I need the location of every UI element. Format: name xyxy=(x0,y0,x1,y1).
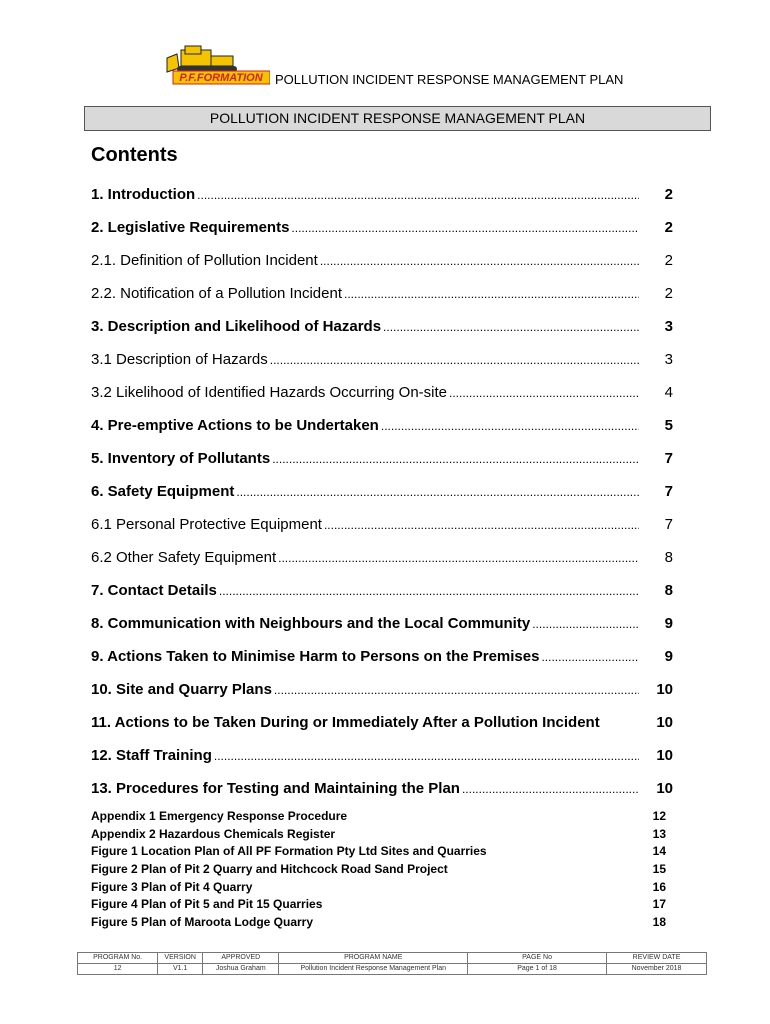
appendix-entry[interactable] xyxy=(91,879,666,897)
toc-dot-leader xyxy=(197,186,639,203)
toc-dot-leader xyxy=(449,384,639,401)
toc-entry-page: 3 xyxy=(664,351,673,368)
appendix-entry-page: 12 xyxy=(652,809,666,823)
appendix-entry-page: 14 xyxy=(652,844,666,859)
table-of-contents xyxy=(91,178,673,805)
toc-entry-page: 8 xyxy=(664,549,673,566)
toc-entry-page: 7 xyxy=(664,450,673,467)
appendix-entry-title: Figure 4 Plan of Pit 5 and Pit 15 Quarries xyxy=(91,897,323,912)
toc-entry-title: 3. Description and Likelihood of Hazards xyxy=(91,318,382,335)
footer-header-cell: PAGE No xyxy=(468,953,607,964)
appendix-entry-page: 16 xyxy=(652,879,666,894)
toc-entry-page: 8 xyxy=(664,582,673,599)
toc-entry-title: 13. Procedures for Testing and Maintaining the Plan xyxy=(91,780,460,797)
appendix-entry[interactable] xyxy=(91,861,666,879)
footer-header-cell: REVIEW DATE xyxy=(607,953,707,964)
toc-entry[interactable] xyxy=(91,343,673,376)
toc-entry-title: 12. Staff Training xyxy=(91,747,212,764)
footer-header-cell: PROGRAM NAME xyxy=(279,953,468,964)
toc-entry-title: 7. Contact Details xyxy=(91,582,217,599)
appendix-entry[interactable] xyxy=(91,843,666,861)
toc-entry-page: 2 xyxy=(664,186,673,203)
appendix-entry[interactable] xyxy=(91,808,666,826)
footer-header-cell: VERSION xyxy=(158,953,203,964)
toc-entry[interactable] xyxy=(91,574,673,607)
footer-header-cell: APPROVED xyxy=(203,953,279,964)
footer-value-cell: Page 1 of 18 xyxy=(468,964,607,975)
toc-entry[interactable] xyxy=(91,409,673,442)
toc-dot-leader xyxy=(462,780,639,797)
toc-dot-leader xyxy=(324,516,639,533)
toc-entry-title: 6.1 Personal Protective Equipment xyxy=(91,516,322,533)
document-footer xyxy=(77,952,707,975)
appendix-list xyxy=(91,808,666,932)
toc-dot-leader xyxy=(320,252,639,269)
toc-entry-title: 5. Inventory of Pollutants xyxy=(91,450,271,467)
contents-heading: Contents xyxy=(91,144,178,166)
toc-entry-title: 2.1. Definition of Pollution Incident xyxy=(91,252,318,269)
toc-dot-leader xyxy=(278,549,639,566)
toc-entry-page: 3 xyxy=(664,318,673,335)
toc-dot-leader xyxy=(236,483,639,500)
footer-value-cell: V1.1 xyxy=(158,964,203,975)
appendix-entry[interactable] xyxy=(91,826,666,844)
toc-entry-page: 10 xyxy=(656,780,673,797)
svg-text:P.F.FORMATION: P.F.FORMATION xyxy=(179,72,263,84)
appendix-entry-page: 13 xyxy=(652,826,666,841)
toc-entry[interactable] xyxy=(91,739,673,772)
toc-dot-leader xyxy=(532,615,639,632)
toc-entry[interactable] xyxy=(91,277,673,310)
toc-entry[interactable] xyxy=(91,541,673,574)
toc-entry-page: 4 xyxy=(664,384,673,401)
footer-header-cell: PROGRAM No. xyxy=(78,953,158,964)
toc-entry[interactable] xyxy=(91,244,673,277)
footer-value-cell: November 2018 xyxy=(607,964,707,975)
toc-dot-leader xyxy=(214,747,639,764)
toc-entry-title: 2.2. Notification of a Pollution Incident xyxy=(91,285,342,302)
toc-entry-title: 4. Pre-emptive Actions to be Undertaken xyxy=(91,417,379,434)
toc-entry-title: 9. Actions Taken to Minimise Harm to Persons on the Premises xyxy=(91,648,540,665)
toc-entry[interactable] xyxy=(91,640,673,673)
toc-dot-leader xyxy=(270,351,639,368)
toc-entry[interactable] xyxy=(91,376,673,409)
appendix-entry[interactable] xyxy=(91,896,666,914)
appendix-entry-title: Figure 5 Plan of Maroota Lodge Quarry xyxy=(91,915,314,930)
toc-entry[interactable] xyxy=(91,706,673,739)
toc-entry[interactable] xyxy=(91,442,673,475)
toc-dot-leader xyxy=(541,648,639,665)
toc-entry-title: 3.2 Likelihood of Identified Hazards Occurring On-site xyxy=(91,384,448,401)
toc-dot-leader xyxy=(291,219,639,236)
toc-dot-leader xyxy=(381,417,639,434)
toc-entry-page: 9 xyxy=(664,615,673,632)
toc-entry-title: 3.1 Description of Hazards xyxy=(91,351,268,368)
toc-entry-page: 10 xyxy=(656,681,673,698)
toc-entry-title: 1. Introduction xyxy=(91,186,196,203)
appendix-entry-title: Figure 2 Plan of Pit 2 Quarry and Hitchcock Road Sand Project xyxy=(91,862,448,877)
toc-entry[interactable] xyxy=(91,211,673,244)
toc-dot-leader xyxy=(383,318,639,335)
appendix-entry-title: Figure 3 Plan of Pit 4 Quarry xyxy=(91,879,253,894)
appendix-entry-page: 17 xyxy=(652,897,666,912)
toc-entry-title: 6. Safety Equipment xyxy=(91,483,235,500)
toc-entry-title: 10. Site and Quarry Plans xyxy=(91,681,272,698)
toc-entry[interactable] xyxy=(91,475,673,508)
toc-entry-page: 9 xyxy=(664,648,673,665)
toc-entry-page: 2 xyxy=(664,219,673,236)
toc-entry-page: 7 xyxy=(664,516,673,533)
header-title: POLLUTION INCIDENT RESPONSE MANAGEMENT PLAN xyxy=(275,72,624,87)
appendix-entry-page: 15 xyxy=(652,862,666,877)
footer-value-cell: Joshua Graham xyxy=(203,964,279,975)
appendix-entry-title: Appendix 1 Emergency Response Procedure xyxy=(91,809,348,823)
appendix-entry-title: Figure 1 Location Plan of All PF Formation Pty Ltd Sites and Quarries xyxy=(91,844,487,859)
toc-entry[interactable] xyxy=(91,772,673,805)
toc-entry[interactable] xyxy=(91,310,673,343)
toc-entry-page: 5 xyxy=(664,417,673,434)
toc-entry-title: 11. Actions to be Taken During or Immediately After a Pollution Incident xyxy=(91,714,600,731)
toc-entry-page: 2 xyxy=(664,285,673,302)
document-title: POLLUTION INCIDENT RESPONSE MANAGEMENT PLAN xyxy=(84,106,711,131)
toc-entry[interactable] xyxy=(91,178,673,211)
toc-entry-title: 8. Communication with Neighbours and the Local Community xyxy=(91,615,531,632)
appendix-entry-title: Appendix 2 Hazardous Chemicals Register xyxy=(91,826,336,841)
toc-entry[interactable] xyxy=(91,607,673,640)
toc-entry[interactable] xyxy=(91,673,673,706)
appendix-entry[interactable] xyxy=(91,914,666,932)
footer-value-cell: Pollution Incident Response Management Plan xyxy=(279,964,468,975)
toc-entry-page: 2 xyxy=(664,252,673,269)
toc-entry-page: 10 xyxy=(656,714,673,731)
toc-entry[interactable] xyxy=(91,508,673,541)
toc-dot-leader xyxy=(272,450,639,467)
pf-formation-logo xyxy=(163,44,270,88)
appendix-entry-page: 18 xyxy=(652,915,666,930)
toc-entry-title: 6.2 Other Safety Equipment xyxy=(91,549,277,566)
toc-dot-leader xyxy=(274,681,639,698)
toc-dot-leader xyxy=(219,582,639,599)
toc-entry-page: 7 xyxy=(664,483,673,500)
toc-entry-title: 2. Legislative Requirements xyxy=(91,219,290,236)
toc-entry-page: 10 xyxy=(656,747,673,764)
toc-dot-leader xyxy=(344,285,639,302)
footer-value-cell: 12 xyxy=(78,964,158,975)
